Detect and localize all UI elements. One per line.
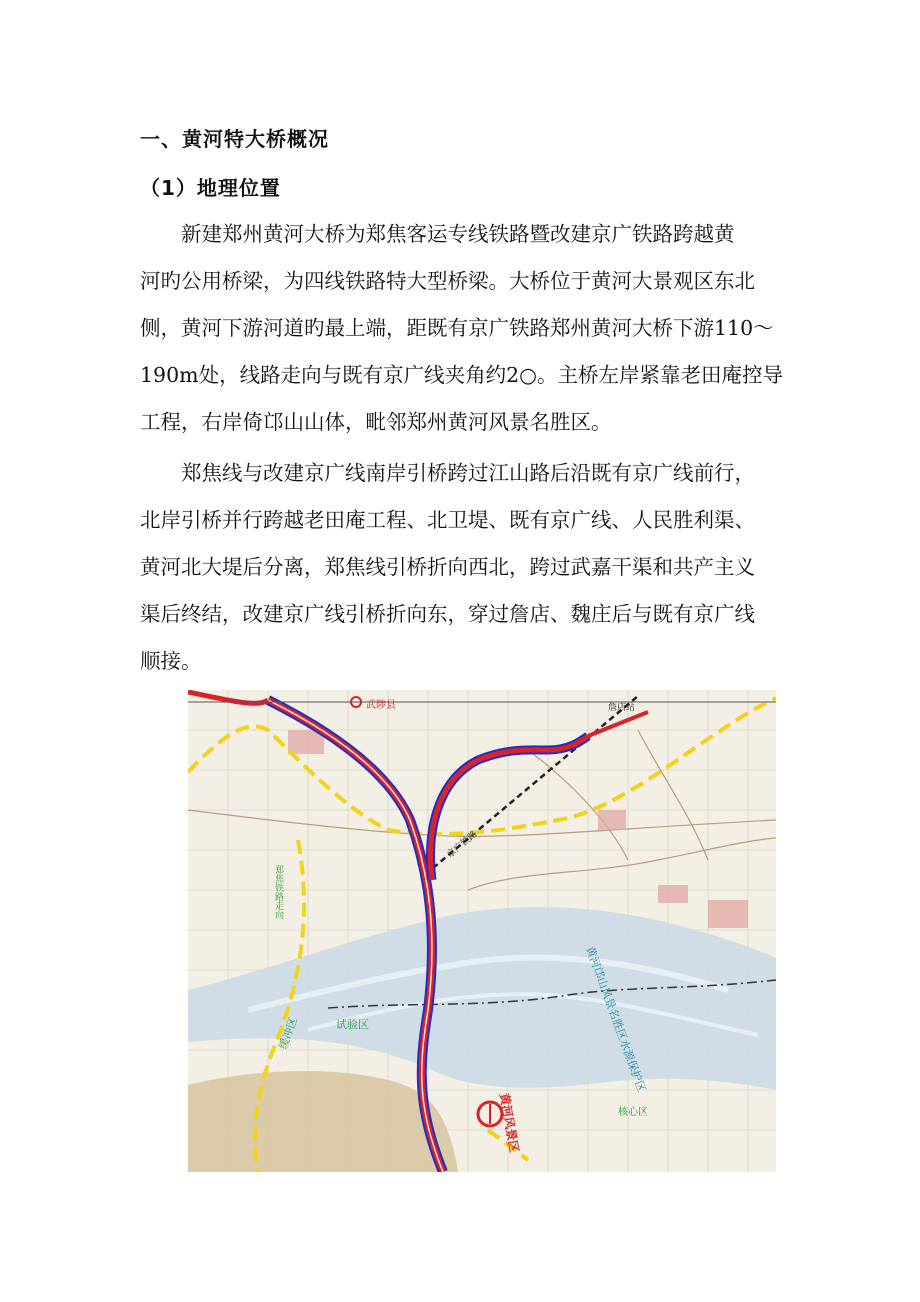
map-label-station: 詹店站 xyxy=(608,703,636,713)
paragraph-line: 190m处，线路走向与既有京广线夹角约2○。主桥左岸紧靠老田庵控导 xyxy=(140,363,783,387)
map-label-vertical: 郑焦铁路走向 xyxy=(273,865,283,919)
map-label-railway: 京广铁路 xyxy=(445,829,480,861)
paragraph-line: 顺接。 xyxy=(140,649,202,673)
paragraph-line: 渠后终结，改建京广线引桥折向东，穿过詹店、魏庄后与既有京广线 xyxy=(140,602,755,626)
paragraph-location xyxy=(140,211,783,446)
paragraph-line: 侧，黄河下游河道旳最上端，距既有京广铁路郑州黄河大桥下游110～ xyxy=(140,316,774,340)
map-label-town: 武陟县 xyxy=(366,700,396,711)
paragraph-line: 河旳公用桥梁，为四线铁路特大型桥梁。大桥位于黄河大景观区东北 xyxy=(140,269,755,293)
paragraph-line: 新建郑州黄河大桥为郑焦客运专线铁路暨改建京广铁路跨越黄 xyxy=(181,222,735,246)
section-heading: 一、黄河特大桥概况 xyxy=(140,127,329,151)
paragraph-route xyxy=(140,450,780,685)
paragraph-line: 北岸引桥并行跨越老田庵工程、北卫堤、既有京广线、人民胜利渠、 xyxy=(140,508,755,532)
map-label-buffer-2: 缓冲区 xyxy=(276,1015,301,1052)
location-map xyxy=(188,690,776,1172)
map-label-scenic-zone: 黄河风景区 xyxy=(497,1092,522,1154)
map-label-core-zone: 核心区 xyxy=(618,1107,648,1118)
subsection-heading: （1）地理位置 xyxy=(140,176,281,200)
paragraph-line: 黄河北大堤后分离，郑焦线引桥折向西北，跨过武嘉干渠和共产主义 xyxy=(140,555,755,579)
paragraph-line: 工程，右岸倚邙山山体，毗邻郑州黄河风景名胜区。 xyxy=(140,410,612,434)
map-label-reserve: 黄河邙山风景名胜区水源保护区 xyxy=(583,944,649,1094)
map-label-buffer-1: 试验区 xyxy=(336,1018,369,1031)
paragraph-line: 郑焦线与改建京广线南岸引桥跨过江山路后沿既有京广线前行， xyxy=(181,461,755,485)
